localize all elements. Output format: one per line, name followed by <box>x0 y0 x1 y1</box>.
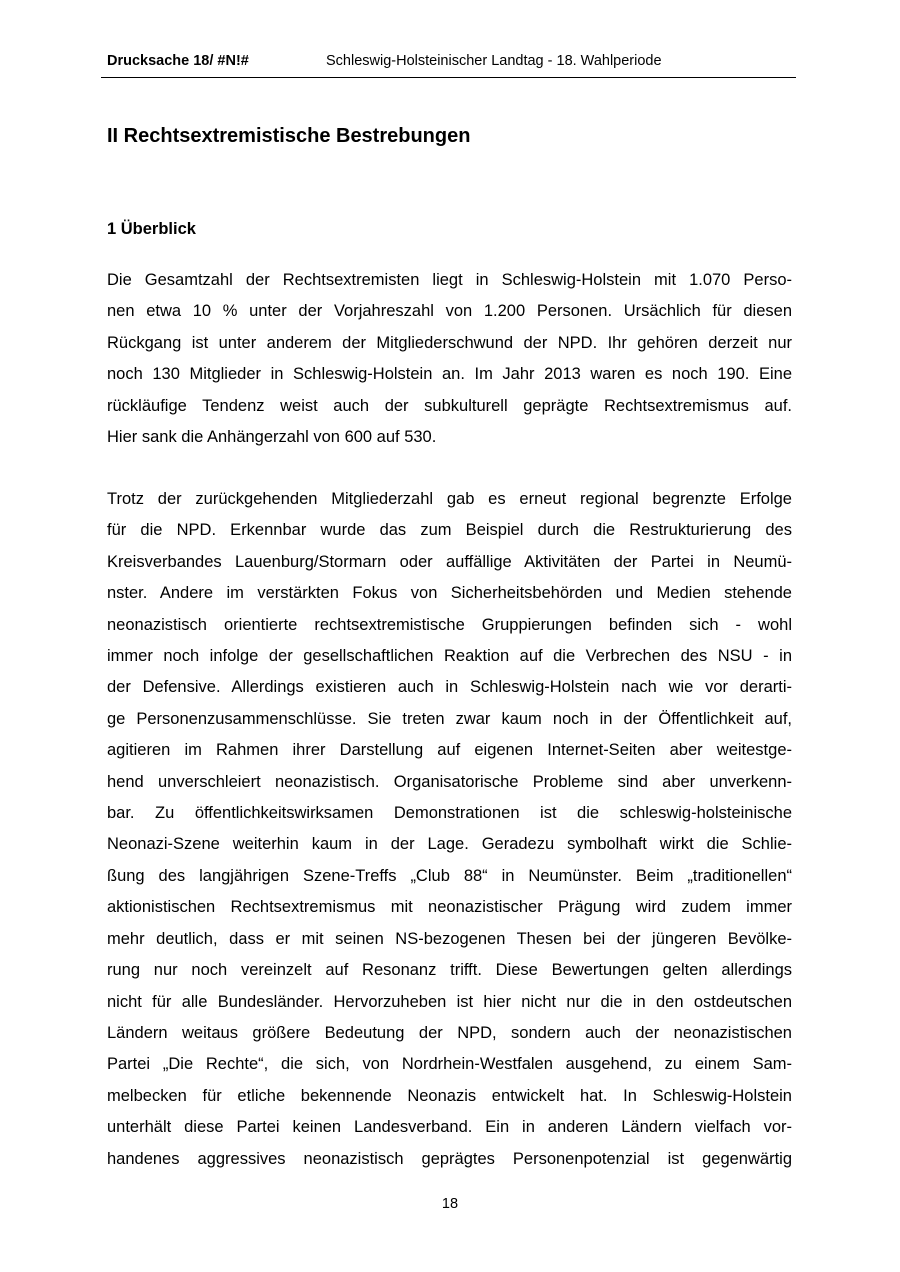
document-number: Drucksache 18/ #N!# <box>107 53 249 69</box>
paragraph-line: der Defensive. Allerdings existieren auch in Schleswig-Holstein nach wie vor derarti- <box>107 678 792 697</box>
paragraph-line: Neonazi-Szene weiterhin kaum in der Lage. Geradezu symbolhaft wirkt die Schlie- <box>107 835 792 854</box>
paragraph-line: Rückgang ist unter anderem der Mitgliederschwund der NPD. Ihr gehören derzeit nur <box>107 333 792 352</box>
section-heading: II Rechtsextremistische Bestrebungen <box>107 125 471 147</box>
paragraph-line: mehr deutlich, dass er mit seinen NS-bezogenen Thesen bei der jüngeren Bevölke- <box>107 929 792 948</box>
paragraph-line: Ländern weitaus größere Bedeutung der NPD, sondern auch der neonazistischen <box>107 1023 792 1042</box>
page-number: 18 <box>441 1196 459 1212</box>
paragraph-line: Partei „Die Rechte“, die sich, von Nordrhein-Westfalen ausgehend, zu einem Sam- <box>107 1055 792 1074</box>
paragraph-line: nen etwa 10 % unter der Vorjahreszahl von 1.200 Personen. Ursächlich für diesen <box>107 302 792 321</box>
paragraph-line: rückläufige Tendenz weist auch der subkulturell geprägte Rechtsextremismus auf. <box>107 396 792 415</box>
paragraph-line: handenes aggressives neonazistisch geprägtes Personenpotenzial ist gegenwärtig <box>107 1149 792 1168</box>
paragraph-npd <box>107 484 792 1175</box>
paragraph-line: agitieren im Rahmen ihrer Darstellung auf eigenen Internet-Seiten aber weitestge- <box>107 741 792 760</box>
paragraph-line: rung nur noch vereinzelt auf Resonanz trifft. Diese Bewertungen gelten allerdings <box>107 961 792 980</box>
paragraph-line: noch 130 Mitglieder in Schleswig-Holstein an. Im Jahr 2013 waren es noch 190. Eine <box>107 365 792 384</box>
paragraph-line: aktionistischen Rechtsextremismus mit neonazistischer Prägung wird zudem immer <box>107 898 792 917</box>
page-header <box>101 50 796 78</box>
paragraph-line: bar. Zu öffentlichkeitswirksamen Demonstrationen ist die schleswig-holsteinische <box>107 804 792 823</box>
paragraph-line: Hier sank die Anhängerzahl von 600 auf 530. <box>107 428 437 447</box>
paragraph-line: Kreisverbandes Lauenburg/Stormarn oder auffällige Aktivitäten der Partei in Neumü- <box>107 552 792 571</box>
paragraph-line: melbecken für etliche bekennende Neonazis entwickelt hat. In Schleswig-Holstein <box>107 1086 792 1105</box>
paragraph-line: Trotz der zurückgehenden Mitgliederzahl gab es erneut regional begrenzte Erfolge <box>107 490 792 508</box>
paragraph-line: immer noch infolge der gesellschaftlichen Reaktion auf die Verbrechen des NSU - in <box>107 647 792 666</box>
paragraph-line: ßung des langjährigen Szene-Treffs „Club 88“ in Neumünster. Beim „traditionellen“ <box>107 866 792 885</box>
paragraph-line: hend unverschleiert neonazistisch. Organisatorische Probleme sind aber unverkenn- <box>107 772 792 791</box>
paragraph-overview <box>107 265 792 453</box>
paragraph-line: unterhält diese Partei keinen Landesverband. Ein in anderen Ländern vielfach vor- <box>107 1118 792 1137</box>
paragraph-line: Die Gesamtzahl der Rechtsextremisten liegt in Schleswig-Holstein mit 1.070 Perso- <box>107 271 792 289</box>
parliament-title: Schleswig-Holsteinischer Landtag - 18. Wahlperiode <box>326 53 662 69</box>
paragraph-line: für die NPD. Erkennbar wurde das zum Beispiel durch die Restrukturierung des <box>107 521 792 540</box>
paragraph-line: ge Personenzusammenschlüsse. Sie treten zwar kaum noch in der Öffentlichkeit auf, <box>107 709 792 728</box>
paragraph-line: nicht für alle Bundesländer. Hervorzuheben ist hier nicht nur die in den ostdeutschen <box>107 992 792 1011</box>
paragraph-line: neonazistisch orientierte rechtsextremistische Gruppierungen befinden sich - wohl <box>107 615 792 634</box>
paragraph-line: nster. Andere im verstärkten Fokus von Sicherheitsbehörden und Medien stehende <box>107 584 792 603</box>
subsection-heading: 1 Überblick <box>107 220 196 238</box>
